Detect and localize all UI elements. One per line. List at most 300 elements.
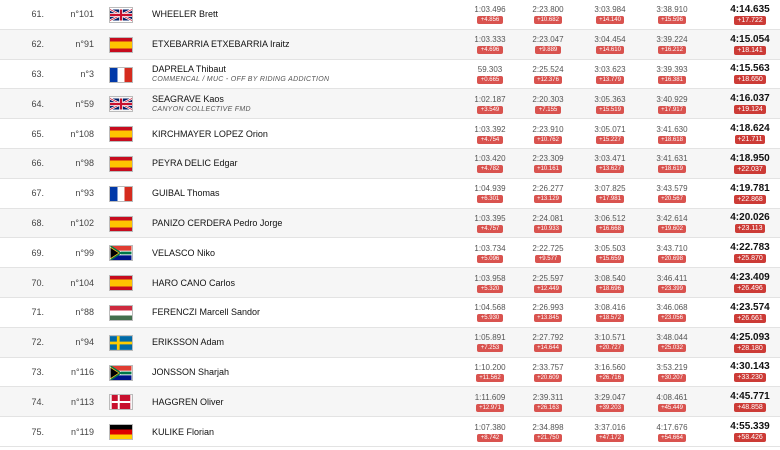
split-gap-badge: +45.449	[658, 404, 686, 412]
bib-number: n°102	[70, 217, 94, 228]
table-row[interactable]	[0, 387, 780, 417]
split-gap-badge: +16.212	[658, 46, 686, 54]
split-gap-badge: +9.889	[535, 46, 561, 54]
split-time: 2:23.309	[532, 154, 564, 164]
rider-name[interactable]: SEAGRAVE Kaos	[152, 93, 224, 104]
final-time-cell	[720, 119, 780, 148]
final-time: 4:22.783	[730, 242, 770, 254]
split-gap-badge: +23.056	[658, 314, 686, 322]
split-gap-badge: +9.577	[535, 255, 561, 263]
split-time: 3:08.416	[594, 303, 626, 313]
bib-number: n°99	[75, 247, 94, 258]
rider-name[interactable]: KULIKE Florian	[152, 426, 215, 437]
split-time: 3:03.471	[594, 154, 626, 164]
final-gap-badge: +33.230	[734, 373, 766, 382]
split-time: 3:46.411	[656, 273, 688, 283]
final-gap-badge: +22.868	[734, 195, 766, 204]
split-4	[642, 149, 702, 178]
position: 62.	[31, 39, 44, 50]
bib-number: n°93	[75, 188, 94, 199]
split-gap-badge: +15.596	[658, 16, 686, 24]
split-time: 2:39.311	[532, 392, 564, 402]
split-3	[580, 417, 640, 446]
final-time: 4:45.771	[730, 391, 770, 403]
split-4	[642, 417, 702, 446]
final-time-cell	[720, 298, 780, 327]
split-gap-badge: +3.549	[477, 106, 503, 114]
split-gap-badge: +14.140	[596, 16, 624, 24]
final-time-cell	[720, 328, 780, 357]
final-gap-badge: +28.180	[734, 344, 766, 353]
split-4	[642, 89, 702, 118]
split-gap-badge: +5.930	[477, 314, 503, 322]
team-name: COMMENCAL / MUC - OFF BY RIDING ADDICTION	[152, 75, 330, 83]
bib-number: n°113	[71, 396, 94, 407]
split-gap-badge: +15.227	[596, 136, 624, 144]
split-2	[518, 89, 578, 118]
position: 65.	[31, 128, 44, 139]
split-2	[518, 387, 578, 416]
split-3	[580, 0, 640, 29]
split-4	[642, 298, 702, 327]
final-time-cell	[720, 358, 780, 387]
split-time: 1:02.187	[474, 94, 506, 104]
split-gap-badge: +18.572	[596, 314, 624, 322]
country-flag-icon	[109, 96, 133, 112]
split-4	[642, 0, 702, 29]
final-time-cell	[720, 417, 780, 446]
split-gap-badge: +14.644	[534, 344, 562, 352]
split-1	[460, 0, 520, 29]
split-gap-badge: +47.172	[596, 434, 624, 442]
final-time: 4:23.574	[730, 301, 770, 313]
final-time-cell	[720, 30, 780, 59]
split-2	[518, 358, 578, 387]
final-time-cell	[720, 179, 780, 208]
table-row[interactable]	[0, 0, 780, 30]
country-flag-icon	[109, 365, 133, 381]
split-time: 2:22.725	[532, 243, 564, 253]
split-1	[460, 89, 520, 118]
split-2	[518, 179, 578, 208]
split-time: 3:04.454	[594, 35, 626, 45]
split-time: 3:08.540	[594, 273, 626, 283]
final-time: 4:18.950	[730, 152, 770, 164]
table-row[interactable]	[0, 298, 780, 328]
split-time: 3:43.710	[656, 243, 688, 253]
rider-name[interactable]: FERENCZI Marcell Sandor	[152, 307, 261, 318]
country-flag-icon	[109, 67, 133, 83]
final-time-cell	[720, 89, 780, 118]
rider-name[interactable]: DAPRELA Thibaut	[152, 63, 226, 74]
split-4	[642, 268, 702, 297]
bib-number: n°98	[75, 158, 94, 169]
split-gap-badge: +30.207	[658, 374, 686, 382]
split-time: 3:53.219	[656, 362, 688, 372]
rider-name[interactable]: WHEELER Brett	[152, 9, 219, 20]
split-2	[518, 238, 578, 267]
split-time: 3:39.393	[656, 64, 688, 74]
final-time-cell	[720, 268, 780, 297]
final-time-cell	[720, 238, 780, 267]
final-time: 4:15.563	[730, 63, 770, 75]
split-gap-badge: +18.619	[658, 165, 686, 173]
split-1	[460, 60, 520, 89]
table-row[interactable]	[0, 358, 780, 388]
split-3	[580, 298, 640, 327]
split-gap-badge: +20.609	[534, 374, 562, 382]
split-time: 3:42.614	[656, 213, 688, 223]
country-flag-icon	[109, 424, 133, 440]
split-gap-badge: +13.779	[596, 76, 624, 84]
split-4	[642, 119, 702, 148]
split-gap-badge: +21.750	[534, 434, 562, 442]
final-time: 4:16.037	[730, 93, 770, 105]
country-flag-icon	[109, 335, 133, 351]
split-2	[518, 149, 578, 178]
team-name: CANYON COLLECTIVE FMD	[152, 105, 251, 113]
final-gap-badge: +19.124	[734, 105, 766, 114]
split-time: 2:27.792	[532, 333, 564, 343]
split-2	[518, 328, 578, 357]
split-gap-badge: +10.933	[534, 225, 562, 233]
split-gap-badge: +12.376	[534, 76, 562, 84]
rider-cell	[152, 298, 452, 327]
split-gap-badge: +6.301	[477, 195, 503, 203]
final-time-cell	[720, 60, 780, 89]
final-time: 4:18.624	[730, 123, 770, 135]
split-gap-badge: +26.163	[534, 404, 562, 412]
rider-cell	[152, 119, 452, 148]
split-gap-badge: +18.696	[596, 285, 624, 293]
split-4	[642, 60, 702, 89]
split-time: 1:11.609	[474, 392, 506, 402]
final-gap-badge: +18.650	[734, 75, 766, 84]
split-3	[580, 149, 640, 178]
rider-name[interactable]: PEYRA DELIC Edgar	[152, 158, 238, 169]
table-row[interactable]	[0, 149, 780, 179]
final-time: 4:25.093	[730, 331, 770, 343]
final-time-cell	[720, 149, 780, 178]
split-3	[580, 209, 640, 238]
table-row[interactable]	[0, 89, 780, 119]
final-gap-badge: +17.722	[734, 16, 766, 25]
rider-name[interactable]: ETXEBARRIA ETXEBARRIA Iraitz	[152, 39, 290, 50]
rider-cell	[152, 149, 452, 178]
final-gap-badge: +21.711	[735, 135, 766, 144]
split-3	[580, 387, 640, 416]
position: 75.	[31, 426, 44, 437]
table-row[interactable]	[0, 328, 780, 358]
split-time: 3:03.984	[594, 5, 626, 15]
split-gap-badge: +13.845	[534, 314, 562, 322]
table-row[interactable]	[0, 209, 780, 239]
split-time: 59.303	[477, 64, 503, 74]
split-1	[460, 209, 520, 238]
final-time-cell	[720, 387, 780, 416]
split-time: 2:24.081	[532, 213, 564, 223]
split-gap-badge: +8.742	[477, 434, 503, 442]
split-time: 3:06.512	[594, 213, 626, 223]
rider-name[interactable]: HARO CANO Carlos	[152, 277, 236, 288]
rider-cell	[152, 358, 452, 387]
split-time: 1:04.939	[474, 184, 506, 194]
split-2	[518, 60, 578, 89]
split-time: 2:20.303	[532, 94, 564, 104]
split-gap-badge: +11.562	[476, 374, 503, 382]
split-time: 3:46.068	[656, 303, 688, 313]
split-gap-badge: +17.917	[658, 106, 686, 114]
rider-name[interactable]: KIRCHMAYER LOPEZ Orion	[152, 128, 268, 139]
split-gap-badge: +16.668	[596, 225, 624, 233]
split-gap-badge: +7.253	[477, 344, 503, 352]
split-4	[642, 387, 702, 416]
split-time: 1:04.568	[474, 303, 506, 313]
split-3	[580, 30, 640, 59]
split-3	[580, 119, 640, 148]
split-time: 3:16.560	[594, 362, 626, 372]
country-flag-icon	[109, 186, 133, 202]
position: 66.	[31, 158, 44, 169]
split-time: 2:34.898	[532, 422, 564, 432]
split-gap-badge: +17.981	[596, 195, 624, 203]
split-gap-badge: +4.754	[477, 136, 503, 144]
split-gap-badge: +5.096	[477, 255, 503, 263]
split-1	[460, 238, 520, 267]
final-gap-badge: +58.426	[734, 433, 766, 442]
country-flag-icon	[109, 37, 133, 53]
split-time: 3:43.579	[656, 184, 688, 194]
split-time: 1:07.380	[474, 422, 506, 432]
split-gap-badge: +25.032	[658, 344, 686, 352]
split-2	[518, 30, 578, 59]
bib-number: n°101	[70, 9, 94, 20]
table-row[interactable]	[0, 60, 780, 90]
split-gap-badge: +18.618	[658, 136, 686, 144]
split-time: 2:33.757	[532, 362, 564, 372]
position: 61.	[31, 9, 44, 20]
split-gap-badge: +10.682	[534, 16, 562, 24]
bib-number: n°108	[70, 128, 94, 139]
split-2	[518, 417, 578, 446]
split-1	[460, 358, 520, 387]
split-time: 3:37.016	[594, 422, 626, 432]
rider-name[interactable]: JONSSON Sharjah	[152, 366, 230, 377]
position: 69.	[31, 247, 44, 258]
split-gap-badge: +4.856	[477, 16, 503, 24]
split-gap-badge: +15.659	[596, 255, 624, 263]
rider-cell	[152, 60, 452, 89]
table-row[interactable]	[0, 119, 780, 149]
rider-name[interactable]: VELASCO Niko	[152, 247, 216, 258]
split-gap-badge: +19.602	[658, 225, 686, 233]
split-time: 2:23.800	[532, 5, 564, 15]
country-flag-icon	[109, 305, 133, 321]
final-time-cell	[720, 209, 780, 238]
rider-cell	[152, 0, 452, 29]
rider-cell	[152, 238, 452, 267]
split-time: 3:39.224	[656, 35, 688, 45]
split-1	[460, 149, 520, 178]
split-gap-badge: +0.665	[477, 76, 503, 84]
bib-number: n°116	[71, 366, 94, 377]
split-time: 2:25.597	[532, 273, 564, 283]
split-1	[460, 387, 520, 416]
split-2	[518, 209, 578, 238]
final-gap-badge: +23.113	[735, 224, 766, 233]
split-gap-badge: +16.381	[658, 76, 686, 84]
split-time: 4:08.461	[656, 392, 688, 402]
split-time: 1:03.496	[474, 5, 506, 15]
split-gap-badge: +23.399	[658, 285, 686, 293]
final-gap-badge: +26.496	[734, 284, 766, 293]
split-gap-badge: +13.627	[596, 165, 624, 173]
rider-cell	[152, 328, 452, 357]
split-time: 1:03.734	[474, 243, 506, 253]
country-flag-icon	[109, 394, 133, 410]
split-gap-badge: +4.696	[477, 46, 503, 54]
rider-cell	[152, 209, 452, 238]
rider-name[interactable]: HAGGREN Oliver	[152, 396, 224, 407]
split-time: 3:29.047	[594, 392, 626, 402]
split-gap-badge: +12.971	[476, 404, 504, 412]
position: 63.	[31, 68, 44, 79]
split-gap-badge: +13.129	[534, 195, 562, 203]
rider-cell	[152, 179, 452, 208]
position: 72.	[31, 337, 44, 348]
split-gap-badge: +5.320	[477, 285, 503, 293]
split-time: 3:41.631	[656, 154, 688, 164]
rider-cell	[152, 89, 452, 118]
split-time: 4:17.676	[656, 422, 688, 432]
split-2	[518, 268, 578, 297]
rider-name[interactable]: GUIBAL Thomas	[152, 188, 220, 199]
split-gap-badge: +12.449	[534, 285, 562, 293]
split-1	[460, 268, 520, 297]
split-4	[642, 179, 702, 208]
split-time: 3:03.623	[594, 64, 626, 74]
split-3	[580, 358, 640, 387]
table-row[interactable]	[0, 179, 780, 209]
split-time: 1:05.891	[474, 333, 506, 343]
split-2	[518, 119, 578, 148]
final-gap-badge: +26.661	[734, 314, 766, 323]
position: 68.	[31, 217, 44, 228]
split-gap-badge: +26.716	[596, 374, 624, 382]
split-time: 1:03.392	[474, 124, 506, 134]
country-flag-icon	[109, 156, 133, 172]
position: 71.	[31, 307, 44, 318]
rider-cell	[152, 268, 452, 297]
split-gap-badge: +10.161	[534, 165, 562, 173]
split-time: 3:07.825	[594, 184, 626, 194]
split-1	[460, 298, 520, 327]
bib-number: n°3	[80, 68, 94, 79]
final-time: 4:55.339	[730, 421, 770, 433]
split-1	[460, 328, 520, 357]
split-time: 3:05.363	[594, 94, 626, 104]
split-gap-badge: +20.567	[658, 195, 686, 203]
table-row[interactable]	[0, 30, 780, 60]
final-time: 4:30.143	[730, 361, 770, 373]
table-row[interactable]	[0, 268, 780, 298]
final-time: 4:19.781	[730, 182, 770, 194]
split-3	[580, 268, 640, 297]
rider-cell	[152, 30, 452, 59]
split-time: 3:10.571	[594, 333, 626, 343]
split-time: 1:03.958	[474, 273, 506, 283]
final-gap-badge: +22.037	[734, 165, 766, 174]
split-time: 1:03.420	[474, 154, 506, 164]
position: 73.	[31, 366, 44, 377]
split-gap-badge: +10.762	[534, 136, 562, 144]
split-time: 1:10.200	[474, 362, 506, 372]
split-1	[460, 417, 520, 446]
split-time: 3:38.910	[656, 5, 688, 15]
split-time: 2:26.993	[532, 303, 564, 313]
country-flag-icon	[109, 126, 133, 142]
split-gap-badge: +4.782	[477, 165, 503, 173]
split-time: 1:03.395	[474, 213, 506, 223]
split-3	[580, 238, 640, 267]
bib-number: n°91	[75, 39, 94, 50]
rider-name[interactable]: PANIZO CERDERA Pedro Jorge	[152, 217, 283, 228]
split-gap-badge: +20.727	[596, 344, 624, 352]
split-4	[642, 30, 702, 59]
split-4	[642, 358, 702, 387]
country-flag-icon	[109, 7, 133, 23]
table-row[interactable]	[0, 238, 780, 268]
split-1	[460, 119, 520, 148]
position: 64.	[31, 98, 44, 109]
split-3	[580, 179, 640, 208]
split-gap-badge: +14.610	[596, 46, 624, 54]
split-2	[518, 298, 578, 327]
table-row[interactable]	[0, 417, 780, 447]
final-gap-badge: +25.870	[734, 254, 766, 263]
split-gap-badge: +20.698	[658, 255, 686, 263]
final-time: 4:23.409	[730, 272, 770, 284]
final-time: 4:15.054	[730, 33, 770, 45]
bib-number: n°94	[75, 337, 94, 348]
split-time: 2:23.910	[532, 124, 564, 134]
position: 70.	[31, 277, 44, 288]
rider-cell	[152, 417, 452, 446]
split-gap-badge: +4.757	[477, 225, 503, 233]
country-flag-icon	[109, 216, 133, 232]
split-2	[518, 0, 578, 29]
split-3	[580, 89, 640, 118]
split-gap-badge: +39.203	[596, 404, 624, 412]
split-time: 2:23.047	[532, 35, 564, 45]
final-time-cell	[720, 0, 780, 29]
split-3	[580, 328, 640, 357]
split-gap-badge: +7.155	[535, 106, 561, 114]
country-flag-icon	[109, 245, 133, 261]
split-time: 1:03.333	[474, 35, 506, 45]
final-gap-badge: +18.141	[734, 46, 766, 55]
rider-cell	[152, 387, 452, 416]
split-4	[642, 209, 702, 238]
final-gap-badge: +48.858	[734, 403, 766, 412]
split-4	[642, 328, 702, 357]
split-time: 2:26.277	[532, 184, 564, 194]
split-time: 3:05.071	[594, 124, 626, 134]
split-time: 3:05.503	[594, 243, 626, 253]
split-time: 3:48.044	[656, 333, 688, 343]
rider-name[interactable]: ERIKSSON Adam	[152, 337, 225, 348]
position: 67.	[31, 188, 44, 199]
